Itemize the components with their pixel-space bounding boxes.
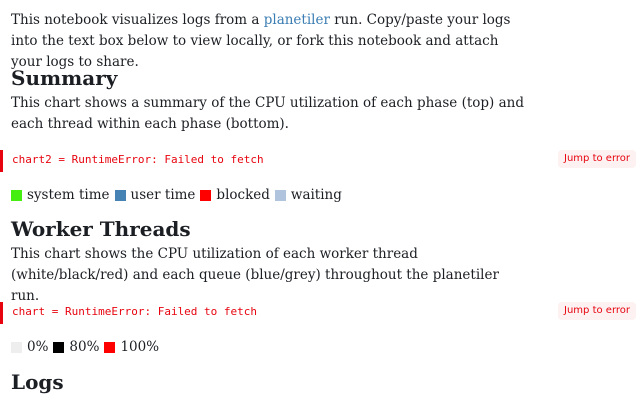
utilization-legend bbox=[11, 338, 164, 356]
legend-item-0-percent bbox=[11, 339, 48, 355]
worker-threads-description: This chart shows the CPU utilization of each worker thread (white/black/red) and each queue (blue/grey) throughout the planetiler run. bbox=[11, 246, 499, 304]
legend-label: waiting bbox=[290, 187, 342, 203]
summary-jump-to-error-button[interactable]: Jump to error bbox=[558, 150, 636, 168]
legend-label: 100% bbox=[120, 339, 160, 355]
legend-item-blocked bbox=[200, 187, 269, 203]
legend-item-system-time bbox=[11, 187, 110, 203]
legend-label: 0% bbox=[27, 339, 49, 355]
summary-description: This chart shows a summary of the CPU utilization of each phase (top) and each thread within each phase (bottom). bbox=[11, 95, 524, 132]
legend-label: 80% bbox=[69, 339, 100, 355]
legend-label: blocked bbox=[216, 187, 270, 203]
legend-item-100-percent bbox=[104, 339, 159, 355]
summary-heading: Summary bbox=[11, 66, 118, 90]
intro-paragraph bbox=[11, 10, 531, 73]
waiting-swatch bbox=[275, 190, 286, 201]
summary-error-cell bbox=[0, 150, 640, 172]
intro-text-before: This notebook visualizes logs from a bbox=[11, 12, 264, 28]
legend-item-80-percent bbox=[53, 339, 99, 355]
planetiler-link[interactable]: planetiler bbox=[263, 12, 330, 28]
worker-threads-heading: Worker Threads bbox=[11, 217, 191, 241]
legend-label: user time bbox=[130, 187, 196, 203]
system-time-swatch bbox=[11, 190, 22, 201]
summary-error-message: chart2 = RuntimeError: Failed to fetch bbox=[12, 153, 264, 166]
summary-legend bbox=[11, 186, 347, 204]
zero-percent-swatch bbox=[11, 342, 22, 353]
worker-threads-jump-to-error-button[interactable]: Jump to error bbox=[558, 302, 636, 320]
worker-threads-error-message: chart = RuntimeError: Failed to fetch bbox=[12, 305, 258, 318]
blocked-swatch bbox=[200, 190, 211, 201]
error-indicator-bar bbox=[0, 150, 3, 172]
error-indicator-bar bbox=[0, 302, 3, 324]
user-time-swatch bbox=[115, 190, 126, 201]
legend-label: system time bbox=[27, 187, 110, 203]
intro-text-after: run. Copy/paste your logs into the text box below to view locally, or fork this notebook and attach your logs to share. bbox=[11, 12, 511, 70]
legend-item-user-time bbox=[115, 187, 196, 203]
worker-threads-error-cell bbox=[0, 302, 640, 324]
logs-heading: Logs bbox=[11, 370, 64, 394]
eighty-percent-swatch bbox=[53, 342, 64, 353]
legend-item-waiting bbox=[275, 187, 342, 203]
hundred-percent-swatch bbox=[104, 342, 115, 353]
